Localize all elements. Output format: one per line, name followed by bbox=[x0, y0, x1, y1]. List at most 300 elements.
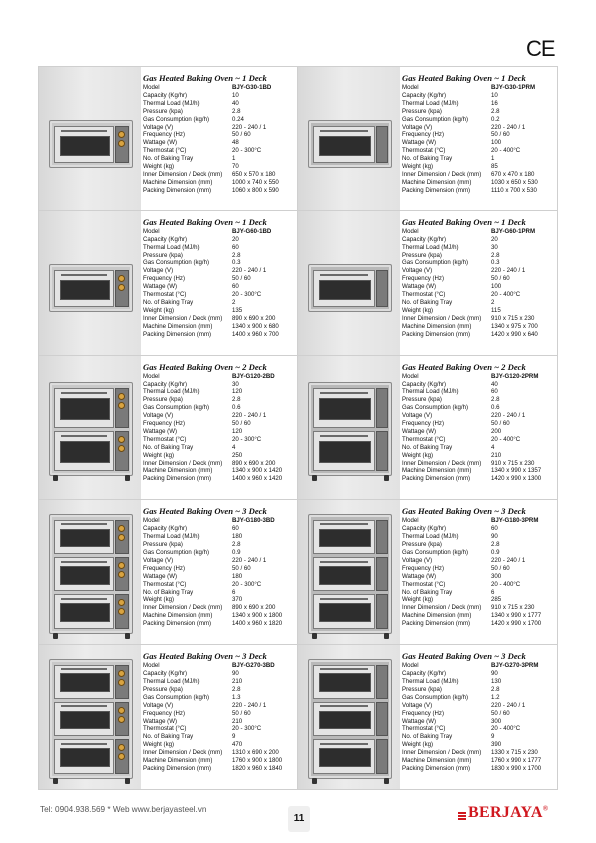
knob-icon bbox=[118, 140, 125, 147]
spec-label: Thermal Load (MJ/h) bbox=[143, 678, 200, 685]
spec-value: 650 x 570 x 180 bbox=[232, 170, 276, 178]
oven-wheel bbox=[125, 633, 130, 639]
spec-value: 2.8 bbox=[491, 396, 500, 404]
door-handle bbox=[320, 274, 368, 276]
spec-row bbox=[402, 139, 553, 147]
spec-label: Capacity (Kg/hr) bbox=[143, 380, 188, 388]
door-handle bbox=[61, 523, 107, 525]
control-panel bbox=[376, 270, 388, 307]
door-handle bbox=[61, 705, 107, 707]
spec-label: Gas Consumption (kg/h) bbox=[402, 693, 469, 701]
spec-value: 100 bbox=[491, 139, 502, 147]
spec-row bbox=[402, 252, 553, 260]
spec-label: Machine Dimension (mm) bbox=[402, 322, 472, 330]
spec-value: 220 - 240 / 1 bbox=[232, 556, 267, 564]
spec-value: 20 bbox=[232, 235, 239, 243]
spec-value: 670 x 470 x 180 bbox=[491, 170, 535, 178]
spec-value: 1340 x 975 x 700 bbox=[491, 322, 538, 330]
spec-label: Voltage (V) bbox=[143, 267, 174, 275]
oven-window bbox=[319, 136, 371, 156]
knob-icon bbox=[118, 562, 125, 569]
spec-row bbox=[143, 131, 293, 139]
control-panel bbox=[376, 702, 388, 736]
door-handle bbox=[320, 392, 368, 394]
spec-value: 890 x 690 x 200 bbox=[232, 459, 276, 467]
oven-wheel bbox=[125, 475, 130, 481]
spec-value: 50 / 60 bbox=[232, 275, 251, 283]
spec-value: 1760 x 990 x 1777 bbox=[491, 757, 542, 765]
spec-block bbox=[143, 651, 293, 773]
spec-row bbox=[143, 765, 293, 773]
spec-label: Capacity (Kg/hr) bbox=[402, 525, 447, 533]
oven-door bbox=[54, 270, 114, 307]
spec-label: No. of Baking Tray bbox=[143, 155, 194, 163]
oven-body bbox=[308, 659, 392, 779]
oven-wheel bbox=[53, 778, 58, 784]
spec-value: 220 - 240 / 1 bbox=[491, 556, 526, 564]
spec-label: Thermal Load (MJ/h) bbox=[143, 533, 200, 541]
spec-value: 40 bbox=[232, 99, 239, 107]
spec-value: 2.8 bbox=[232, 107, 241, 115]
spec-label: Machine Dimension (mm) bbox=[143, 757, 213, 765]
spec-row bbox=[143, 460, 293, 468]
spec-row bbox=[402, 299, 553, 307]
spec-block bbox=[402, 506, 553, 628]
spec-row bbox=[402, 291, 553, 299]
brand-registered-mark: ® bbox=[542, 804, 549, 813]
spec-row bbox=[143, 452, 293, 460]
oven-image bbox=[39, 500, 141, 644]
spec-label: Thermal Load (MJ/h) bbox=[402, 678, 459, 685]
spec-label: Machine Dimension (mm) bbox=[402, 757, 472, 765]
spec-label: Wattage (W) bbox=[402, 717, 436, 725]
spec-value: 285 bbox=[491, 596, 502, 604]
model-row bbox=[402, 228, 553, 236]
spec-value: 220 - 240 / 1 bbox=[232, 412, 267, 420]
control-panel bbox=[376, 431, 388, 471]
spec-label: Gas Consumption (kg/h) bbox=[143, 259, 210, 267]
spec-row bbox=[143, 381, 293, 389]
spec-block bbox=[143, 362, 293, 484]
spec-value: 0.6 bbox=[491, 404, 500, 412]
spec-value: 2.8 bbox=[491, 685, 500, 693]
spec-row bbox=[402, 718, 553, 726]
spec-row bbox=[402, 315, 553, 323]
spec-value: 60 bbox=[491, 388, 498, 396]
spec-row bbox=[402, 124, 553, 132]
spec-row bbox=[402, 686, 553, 694]
spec-row bbox=[402, 710, 553, 718]
oven-body bbox=[49, 382, 133, 476]
spec-label: Weight (kg) bbox=[402, 163, 434, 171]
spec-value: 220 - 240 / 1 bbox=[232, 701, 267, 709]
spec-value: 9 bbox=[491, 733, 495, 741]
spec-value: 0.3 bbox=[491, 259, 500, 267]
oven-image bbox=[39, 67, 141, 210]
spec-label: Inner Dimension / Deck (mm) bbox=[402, 314, 482, 322]
door-handle bbox=[320, 130, 368, 132]
spec-label: Thermal Load (MJ/h) bbox=[402, 533, 459, 541]
spec-label: Voltage (V) bbox=[402, 701, 433, 709]
product-title: Gas Heated Baking Oven ~ 3 Deck bbox=[143, 506, 267, 517]
product-card bbox=[38, 645, 298, 790]
spec-label: Frequency (Hz) bbox=[143, 131, 185, 139]
spec-label: No. of Baking Tray bbox=[143, 443, 194, 451]
spec-value: 50 / 60 bbox=[232, 709, 251, 717]
spec-value: 10 bbox=[232, 91, 239, 99]
spec-row bbox=[402, 244, 553, 252]
spec-row bbox=[402, 147, 553, 155]
spec-label: Inner Dimension / Deck (mm) bbox=[143, 170, 223, 178]
spec-label: Model bbox=[402, 662, 419, 670]
oven-door bbox=[54, 702, 114, 736]
spec-label: Capacity (Kg/hr) bbox=[402, 235, 447, 243]
spec-row bbox=[143, 236, 293, 244]
spec-label: Wattage (W) bbox=[402, 427, 436, 435]
knob-icon bbox=[118, 744, 125, 751]
spec-value: 210 bbox=[491, 451, 502, 459]
spec-label: Packing Dimension (mm) bbox=[143, 330, 212, 338]
spec-value: 220 - 240 / 1 bbox=[491, 267, 526, 275]
spec-label: Thermal Load (MJ/h) bbox=[143, 388, 200, 396]
spec-row bbox=[402, 179, 553, 187]
spec-value: 1820 x 960 x 1840 bbox=[232, 764, 283, 772]
spec-row bbox=[402, 307, 553, 315]
spec-row bbox=[143, 581, 293, 589]
model-row bbox=[143, 517, 293, 525]
knob-icon bbox=[118, 707, 125, 714]
door-handle bbox=[320, 561, 368, 563]
knob-icon bbox=[118, 284, 125, 291]
product-title: Gas Heated Baking Oven ~ 1 Deck bbox=[143, 73, 267, 83]
spec-label: Model bbox=[143, 372, 160, 380]
knob-icon bbox=[118, 716, 125, 723]
spec-value: 1030 x 650 x 530 bbox=[491, 178, 538, 186]
spec-label: Gas Consumption (kg/h) bbox=[402, 115, 469, 123]
spec-label: Machine Dimension (mm) bbox=[143, 178, 213, 186]
oven-image bbox=[39, 211, 141, 355]
spec-value: 50 / 60 bbox=[491, 420, 510, 428]
oven-wheel bbox=[125, 778, 130, 784]
oven-door bbox=[313, 557, 375, 591]
spec-label: Thermal Load (MJ/h) bbox=[143, 99, 200, 107]
spec-label: Packing Dimension (mm) bbox=[402, 330, 471, 338]
model-row bbox=[143, 228, 293, 236]
spec-value: 1330 x 715 x 230 bbox=[491, 749, 538, 757]
spec-value: 220 - 240 / 1 bbox=[491, 412, 526, 420]
oven-body bbox=[308, 382, 392, 476]
spec-value: 0.6 bbox=[232, 404, 241, 412]
spec-row bbox=[143, 549, 293, 557]
spec-label: Voltage (V) bbox=[143, 412, 174, 420]
control-panel bbox=[376, 126, 388, 163]
spec-row bbox=[143, 291, 293, 299]
spec-row bbox=[143, 596, 293, 604]
oven-wheel bbox=[53, 475, 58, 481]
oven-door bbox=[54, 557, 114, 591]
spec-row bbox=[143, 187, 293, 195]
spec-value: 4 bbox=[491, 443, 495, 451]
spec-value: 210 bbox=[232, 717, 243, 725]
control-panel bbox=[376, 520, 388, 554]
spec-label: Wattage (W) bbox=[402, 139, 436, 147]
oven-body bbox=[308, 264, 392, 312]
oven-image bbox=[298, 356, 400, 500]
product-title: Gas Heated Baking Oven ~ 2 Deck bbox=[402, 361, 526, 372]
spec-value: 10 bbox=[491, 91, 498, 99]
spec-row bbox=[143, 388, 293, 396]
control-panel bbox=[115, 388, 129, 428]
control-panel bbox=[115, 431, 129, 471]
spec-row bbox=[402, 412, 553, 420]
spec-value: 180 bbox=[232, 533, 243, 541]
spec-value: 890 x 690 x 200 bbox=[232, 314, 276, 322]
oven-window bbox=[319, 711, 371, 730]
spec-label: Pressure (kpa) bbox=[402, 396, 442, 404]
door-handle bbox=[61, 598, 107, 600]
spec-row bbox=[402, 733, 553, 741]
spec-row bbox=[402, 670, 553, 678]
spec-label: Gas Consumption (kg/h) bbox=[402, 259, 469, 267]
model-row bbox=[402, 662, 553, 670]
spec-label: Weight (kg) bbox=[402, 741, 434, 749]
spec-value: 220 - 240 / 1 bbox=[232, 267, 267, 275]
spec-value: 1400 x 960 x 1820 bbox=[232, 620, 283, 628]
spec-row bbox=[402, 131, 553, 139]
oven-wheel bbox=[53, 633, 58, 639]
spec-row bbox=[143, 694, 293, 702]
oven-image bbox=[298, 67, 400, 210]
spec-label: Model bbox=[402, 84, 419, 91]
spec-value: BJY-G180-3PRM bbox=[491, 517, 539, 525]
spec-value: 1110 x 700 x 530 bbox=[491, 186, 537, 194]
oven-door bbox=[54, 431, 114, 471]
spec-label: Capacity (Kg/hr) bbox=[143, 235, 188, 243]
spec-row bbox=[402, 100, 553, 108]
spec-label: Thermostat (°C) bbox=[143, 725, 187, 733]
spec-label: Inner Dimension / Deck (mm) bbox=[402, 604, 482, 612]
spec-row bbox=[143, 428, 293, 436]
spec-label: Thermal Load (MJ/h) bbox=[402, 388, 459, 396]
spec-label: Frequency (Hz) bbox=[143, 275, 185, 283]
spec-value: 20 - 400°C bbox=[491, 291, 521, 299]
spec-value: 300 bbox=[491, 717, 502, 725]
spec-value: 20 - 400°C bbox=[491, 725, 521, 733]
spec-label: Pressure (kpa) bbox=[143, 685, 183, 693]
spec-row bbox=[402, 581, 553, 589]
knob-icon bbox=[118, 275, 125, 282]
spec-value: 2.8 bbox=[232, 685, 241, 693]
spec-label: Weight (kg) bbox=[402, 596, 434, 604]
product-title: Gas Heated Baking Oven ~ 1 Deck bbox=[402, 73, 526, 83]
spec-row bbox=[402, 436, 553, 444]
spec-value: 20 - 400°C bbox=[491, 580, 521, 588]
door-handle bbox=[61, 668, 107, 670]
spec-row bbox=[143, 259, 293, 267]
knob-icon bbox=[118, 436, 125, 443]
spec-block bbox=[402, 362, 553, 484]
spec-label: Machine Dimension (mm) bbox=[402, 467, 472, 475]
spec-label: Voltage (V) bbox=[143, 556, 174, 564]
spec-row bbox=[402, 267, 553, 275]
spec-label: Thermostat (°C) bbox=[402, 291, 446, 299]
spec-row bbox=[143, 404, 293, 412]
spec-label: No. of Baking Tray bbox=[143, 733, 194, 741]
door-handle bbox=[61, 743, 107, 745]
oven-wheel bbox=[384, 633, 389, 639]
door-handle bbox=[320, 705, 368, 707]
spec-value: 1340 x 900 x 1420 bbox=[232, 467, 283, 475]
model-row bbox=[143, 662, 293, 670]
oven-door bbox=[313, 665, 375, 699]
spec-label: Thermostat (°C) bbox=[143, 291, 187, 299]
oven-window bbox=[60, 711, 111, 730]
spec-row bbox=[143, 267, 293, 275]
oven-image bbox=[39, 356, 141, 500]
spec-row bbox=[402, 678, 553, 686]
spec-label: Capacity (Kg/hr) bbox=[402, 91, 447, 99]
spec-value: 16 bbox=[491, 99, 498, 107]
oven-body bbox=[308, 514, 392, 634]
spec-row bbox=[402, 694, 553, 702]
spec-row bbox=[402, 420, 553, 428]
spec-label: Gas Consumption (kg/h) bbox=[143, 404, 210, 412]
spec-row bbox=[143, 757, 293, 765]
spec-label: Capacity (Kg/hr) bbox=[402, 670, 447, 678]
oven-door bbox=[313, 431, 375, 471]
spec-row bbox=[402, 467, 553, 475]
spec-label: Packing Dimension (mm) bbox=[402, 475, 471, 483]
spec-row bbox=[143, 541, 293, 549]
model-row bbox=[402, 84, 553, 92]
oven-door bbox=[313, 270, 375, 307]
product-card bbox=[298, 356, 558, 501]
spec-label: No. of Baking Tray bbox=[402, 155, 453, 163]
spec-label: Model bbox=[402, 517, 419, 525]
oven-window bbox=[60, 529, 111, 548]
oven-body bbox=[49, 659, 133, 779]
spec-label: Voltage (V) bbox=[402, 556, 433, 564]
oven-body bbox=[308, 120, 392, 168]
spec-row bbox=[143, 741, 293, 749]
spec-value: 2.8 bbox=[491, 541, 500, 549]
spec-value: 50 / 60 bbox=[491, 709, 510, 717]
spec-row bbox=[143, 604, 293, 612]
spec-value: 90 bbox=[491, 533, 498, 541]
control-panel bbox=[376, 557, 388, 591]
spec-value: 1310 x 690 x 200 bbox=[232, 749, 279, 757]
door-handle bbox=[61, 274, 107, 276]
spec-row bbox=[143, 718, 293, 726]
spec-label: Weight (kg) bbox=[402, 306, 434, 314]
oven-window bbox=[60, 673, 111, 692]
spec-row bbox=[402, 757, 553, 765]
spec-label: Machine Dimension (mm) bbox=[143, 322, 213, 330]
model-row bbox=[143, 373, 293, 381]
spec-value: 1 bbox=[232, 155, 236, 163]
oven-image bbox=[298, 211, 400, 355]
spec-row bbox=[143, 323, 293, 331]
product-grid bbox=[38, 66, 558, 790]
ce-mark: CE bbox=[526, 36, 555, 61]
spec-row bbox=[143, 396, 293, 404]
knob-icon bbox=[118, 670, 125, 677]
spec-label: Voltage (V) bbox=[402, 123, 433, 131]
spec-row bbox=[143, 283, 293, 291]
spec-value: 220 - 240 / 1 bbox=[491, 123, 526, 131]
spec-row bbox=[143, 678, 293, 686]
oven-wheel bbox=[312, 778, 317, 784]
spec-value: 2.8 bbox=[491, 251, 500, 259]
spec-value: 2.8 bbox=[232, 251, 241, 259]
spec-label: Thermal Load (MJ/h) bbox=[402, 243, 459, 251]
spec-value: 20 - 300°C bbox=[232, 147, 262, 155]
spec-value: 0.9 bbox=[491, 549, 500, 557]
spec-row bbox=[143, 116, 293, 124]
door-handle bbox=[320, 435, 368, 437]
oven-wheel bbox=[384, 778, 389, 784]
spec-label: Frequency (Hz) bbox=[402, 275, 444, 283]
spec-value: 2.8 bbox=[491, 107, 500, 115]
spec-value: BJY-G30-1PRM bbox=[491, 84, 536, 91]
product-title: Gas Heated Baking Oven ~ 2 Deck bbox=[143, 361, 267, 372]
spec-label: Voltage (V) bbox=[143, 123, 174, 131]
footer-contact: Tel: 0904.938.569 * Web www.berjayasteel.vn bbox=[40, 805, 207, 814]
spec-row bbox=[402, 533, 553, 541]
spec-value: 40 bbox=[491, 380, 498, 388]
spec-label: Inner Dimension / Deck (mm) bbox=[143, 459, 223, 467]
spec-label: Thermal Load (MJ/h) bbox=[402, 99, 459, 107]
spec-row bbox=[143, 92, 293, 100]
spec-label: Frequency (Hz) bbox=[402, 420, 444, 428]
spec-label: Voltage (V) bbox=[143, 701, 174, 709]
oven-window bbox=[60, 748, 111, 767]
spec-label: Wattage (W) bbox=[143, 139, 177, 147]
oven-window bbox=[319, 398, 371, 420]
spec-value: BJY-G30-1BD bbox=[232, 84, 272, 91]
oven-door bbox=[54, 126, 114, 163]
knob-icon bbox=[118, 402, 125, 409]
spec-row bbox=[402, 725, 553, 733]
spec-value: 60 bbox=[491, 525, 498, 533]
oven-door bbox=[54, 739, 114, 773]
oven-window bbox=[319, 529, 371, 548]
door-handle bbox=[320, 668, 368, 670]
spec-label: Gas Consumption (kg/h) bbox=[143, 115, 210, 123]
spec-label: Pressure (kpa) bbox=[143, 541, 183, 549]
spec-row bbox=[402, 765, 553, 773]
spec-value: 300 bbox=[491, 572, 502, 580]
spec-row bbox=[402, 620, 553, 628]
spec-value: 910 x 715 x 230 bbox=[491, 314, 535, 322]
spec-label: Inner Dimension / Deck (mm) bbox=[402, 459, 482, 467]
oven-door bbox=[54, 665, 114, 699]
spec-value: 250 bbox=[232, 451, 243, 459]
spec-value: 85 bbox=[491, 163, 498, 171]
spec-row bbox=[143, 163, 293, 171]
door-handle bbox=[320, 523, 368, 525]
spec-label: Packing Dimension (mm) bbox=[402, 186, 471, 194]
spec-label: No. of Baking Tray bbox=[143, 298, 194, 306]
spec-row bbox=[402, 171, 553, 179]
spec-label: Frequency (Hz) bbox=[402, 131, 444, 139]
spec-label: Weight (kg) bbox=[143, 163, 175, 171]
spec-row bbox=[402, 428, 553, 436]
spec-row bbox=[143, 749, 293, 757]
spec-label: Thermostat (°C) bbox=[402, 435, 446, 443]
control-panel bbox=[115, 270, 129, 307]
spec-value: 50 / 60 bbox=[491, 131, 510, 139]
